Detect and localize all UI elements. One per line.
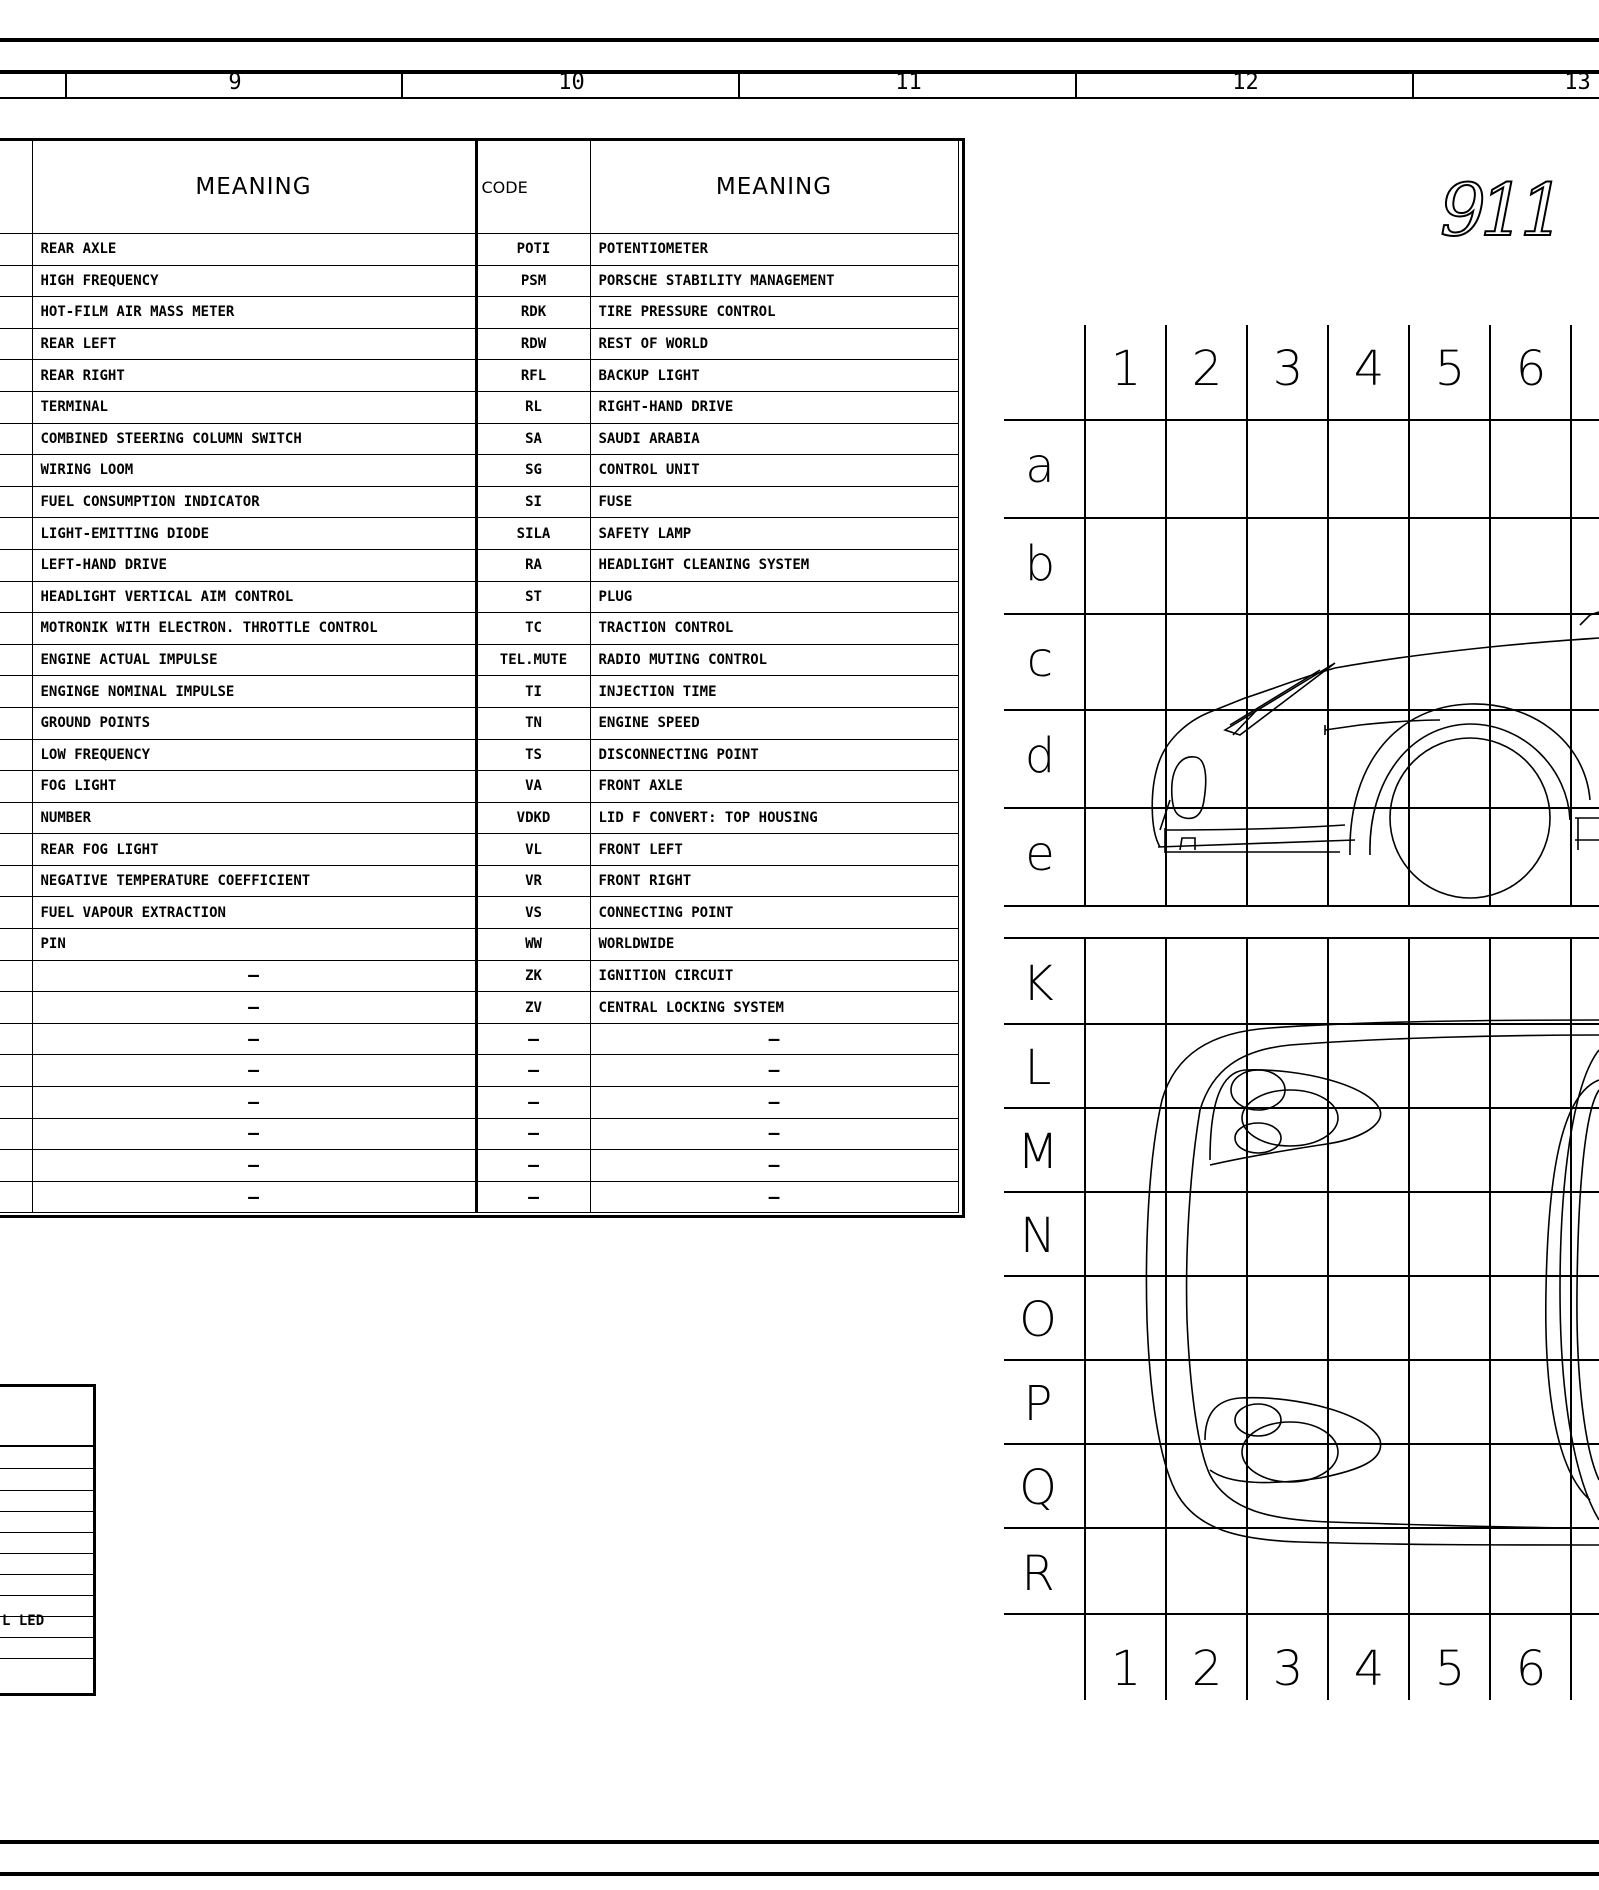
ruler-label: 11 — [895, 70, 922, 95]
grid-col-label: 2 — [1191, 341, 1223, 397]
meaning-cell: DISCONNECTING POINT — [590, 739, 958, 771]
meaning-cell-left: — — [32, 1150, 476, 1182]
code-cell: — — [476, 1055, 590, 1087]
model-logo: 911 — [1440, 168, 1560, 252]
ruler-label: 9 — [228, 70, 242, 95]
meaning-cell: HEADLIGHT CLEANING SYSTEM — [590, 549, 958, 581]
grid-col-label: 5 — [1434, 341, 1466, 397]
grid-row-label: a — [1025, 438, 1055, 494]
grid-col-label: 3 — [1272, 1641, 1304, 1697]
meaning-cell-left: HEADLIGHT VERTICAL AIM CONTROL — [32, 581, 476, 613]
meaning-cell-left: REAR AXLE — [32, 234, 476, 266]
code-cell: SA — [476, 423, 590, 455]
code-cell: RDK — [476, 297, 590, 329]
meaning-cell-left: REAR LEFT — [32, 328, 476, 360]
code-cell: SILA — [476, 518, 590, 550]
meaning-cell: — — [590, 1023, 958, 1055]
code-cell: VDKD — [476, 802, 590, 834]
meaning-cell: — — [590, 1118, 958, 1150]
meaning-cell: POTENTIOMETER — [590, 234, 958, 266]
meaning-cell: REST OF WORLD — [590, 328, 958, 360]
grid-col-label: 6 — [1515, 341, 1547, 397]
grid-col-label: 1 — [1110, 1641, 1142, 1697]
meaning-cell-left: ENGINE ACTUAL IMPULSE — [32, 644, 476, 676]
grid-row-label: e — [1025, 826, 1055, 882]
grid-row-label: N — [1020, 1208, 1056, 1264]
meaning-cell-left: MOTRONIK WITH ELECTRON. THROTTLE CONTROL — [32, 613, 476, 645]
code-cell: ZK — [476, 960, 590, 992]
meaning-cell-left: — — [32, 1023, 476, 1055]
grid-row-label: d — [1024, 728, 1056, 784]
code-cell: ZV — [476, 992, 590, 1024]
grid-col-label: 5 — [1434, 1641, 1466, 1697]
meaning-cell-left: — — [32, 960, 476, 992]
meaning-cell: — — [590, 1055, 958, 1087]
code-cell: VL — [476, 834, 590, 866]
code-cell: RFL — [476, 360, 590, 392]
grid-row-label: M — [1017, 1124, 1059, 1180]
grid-col-label: 1 — [1110, 341, 1142, 397]
meaning-cell-left: FUEL VAPOUR EXTRACTION — [32, 897, 476, 929]
ruler-label: 10 — [558, 70, 585, 95]
ruler-label: 12 — [1232, 70, 1259, 95]
grid-row-label: O — [1019, 1292, 1057, 1348]
meaning-cell-left: HIGH FREQUENCY — [32, 265, 476, 297]
code-cell: — — [476, 1118, 590, 1150]
meaning-cell-left: REAR RIGHT — [32, 360, 476, 392]
meaning-cell-left: LIGHT-EMITTING DIODE — [32, 518, 476, 550]
meaning-cell-left: LOW FREQUENCY — [32, 739, 476, 771]
meaning-cell: FRONT LEFT — [590, 834, 958, 866]
meaning-cell-left: WIRING LOOM — [32, 455, 476, 487]
meaning-cell-left: — — [32, 992, 476, 1024]
grid-row-letters-side — [1025, 438, 1055, 882]
meaning-cell: RADIO MUTING CONTROL — [590, 644, 958, 676]
meaning-cell: WORLDWIDE — [590, 929, 958, 961]
grid-lines — [1004, 325, 1599, 1700]
meaning-cell: FRONT RIGHT — [590, 865, 958, 897]
meaning-cell-left: FUEL CONSUMPTION INDICATOR — [32, 486, 476, 518]
meaning-cell: SAUDI ARABIA — [590, 423, 958, 455]
grid-row-label: L — [1024, 1040, 1052, 1096]
meaning-cell: TIRE PRESSURE CONTROL — [590, 297, 958, 329]
grid-row-letters-top — [1017, 956, 1058, 1602]
meaning-cell: INJECTION TIME — [590, 676, 958, 708]
meaning-cell-left: NEGATIVE TEMPERATURE COEFFICIENT — [32, 865, 476, 897]
meaning-cell: — — [590, 1181, 958, 1213]
meaning-cell-left: — — [32, 1118, 476, 1150]
meaning-cell: PORSCHE STABILITY MANAGEMENT — [590, 265, 958, 297]
code-cell: ST — [476, 581, 590, 613]
meaning-cell-left: NUMBER — [32, 802, 476, 834]
code-cell: SI — [476, 486, 590, 518]
code-cell: VS — [476, 897, 590, 929]
meaning-cell-left: ENGINGE NOMINAL IMPULSE — [32, 676, 476, 708]
code-cell: VA — [476, 771, 590, 803]
meaning-cell: — — [590, 1087, 958, 1119]
code-cell: — — [476, 1023, 590, 1055]
meaning-cell: CENTRAL LOCKING SYSTEM — [590, 992, 958, 1024]
meaning-cell: PLUG — [590, 581, 958, 613]
code-cell: VR — [476, 865, 590, 897]
grid-col-label: 4 — [1353, 1641, 1385, 1697]
meaning-cell: CONTROL UNIT — [590, 455, 958, 487]
meaning-cell-left: FOG LIGHT — [32, 771, 476, 803]
grid-row-label: K — [1022, 956, 1054, 1012]
meaning-cell-left: — — [32, 1181, 476, 1213]
grid-col-label: 4 — [1353, 341, 1385, 397]
grid-row-label: c — [1026, 632, 1054, 688]
meaning-cell: ENGINE SPEED — [590, 707, 958, 739]
meaning-cell: LID F CONVERT: TOP HOUSING — [590, 802, 958, 834]
header-meaning-right: MEANING — [590, 141, 958, 234]
ruler-label: 13 — [1564, 70, 1591, 95]
meaning-cell: — — [590, 1150, 958, 1182]
code-cell: TI — [476, 676, 590, 708]
meaning-cell-left: HOT-FILM AIR MASS METER — [32, 297, 476, 329]
meaning-cell: SAFETY LAMP — [590, 518, 958, 550]
meaning-cell: BACKUP LIGHT — [590, 360, 958, 392]
code-cell: SG — [476, 455, 590, 487]
meaning-cell: IGNITION CIRCUIT — [590, 960, 958, 992]
code-cell: POTI — [476, 234, 590, 266]
grid-row-label: b — [1024, 536, 1056, 592]
meaning-cell-left: REAR FOG LIGHT — [32, 834, 476, 866]
code-cell: TS — [476, 739, 590, 771]
grid-col-label: 6 — [1515, 1641, 1547, 1697]
meaning-cell-left: TERMINAL — [32, 391, 476, 423]
meaning-cell-left: PIN — [32, 929, 476, 961]
code-cell: RDW — [476, 328, 590, 360]
grid-row-label: Q — [1019, 1460, 1057, 1516]
header-meaning-left: MEANING — [32, 141, 476, 234]
grid-col-label: 3 — [1272, 341, 1304, 397]
meaning-cell-left: COMBINED STEERING COLUMN SWITCH — [32, 423, 476, 455]
code-cell: — — [476, 1087, 590, 1119]
code-cell: WW — [476, 929, 590, 961]
code-cell: TN — [476, 707, 590, 739]
grid-row-label: R — [1021, 1546, 1055, 1602]
meaning-cell-left: LEFT-HAND DRIVE — [32, 549, 476, 581]
code-cell: — — [476, 1150, 590, 1182]
meaning-cell: FRONT AXLE — [590, 771, 958, 803]
meaning-cell: FUSE — [590, 486, 958, 518]
meaning-cell: CONNECTING POINT — [590, 897, 958, 929]
code-cell: TEL.MUTE — [476, 644, 590, 676]
meaning-cell: TRACTION CONTROL — [590, 613, 958, 645]
led-label: L LED — [2, 1613, 45, 1629]
car-top-view-drawing — [1146, 1020, 1599, 1545]
meaning-cell-left: GROUND POINTS — [32, 707, 476, 739]
grid-col-label: 2 — [1191, 1641, 1223, 1697]
car-side-view-drawing — [1152, 612, 1599, 898]
header-code: CODE — [476, 141, 590, 234]
code-cell: RA — [476, 549, 590, 581]
code-cell: PSM — [476, 265, 590, 297]
meaning-cell-left: — — [32, 1055, 476, 1087]
grid-row-label: P — [1023, 1376, 1053, 1432]
meaning-cell-left: — — [32, 1087, 476, 1119]
code-cell: TC — [476, 613, 590, 645]
code-cell: RL — [476, 391, 590, 423]
meaning-cell: RIGHT-HAND DRIVE — [590, 391, 958, 423]
code-cell: — — [476, 1181, 590, 1213]
